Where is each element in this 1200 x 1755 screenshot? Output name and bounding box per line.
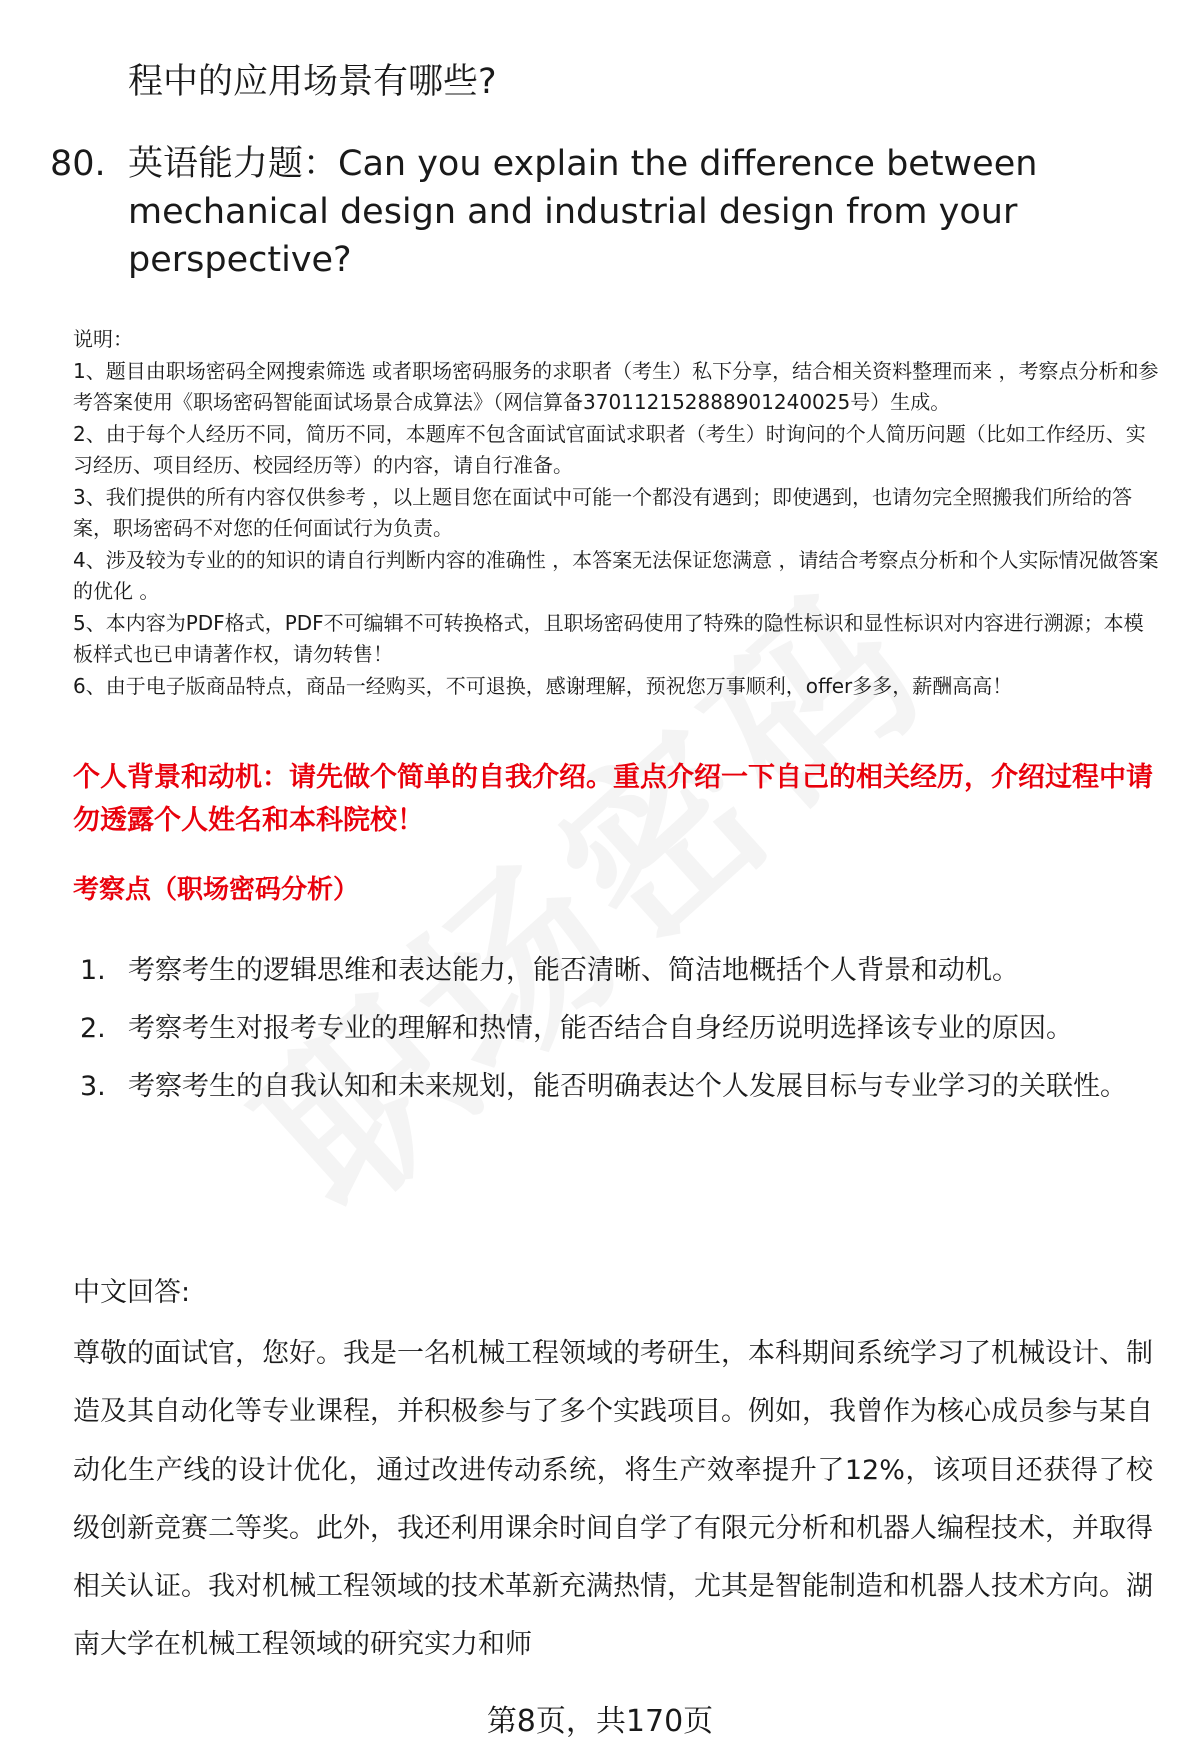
point-text: 考察考生的逻辑思维和表达能力，能否清晰、简洁地概括个人背景和动机。 bbox=[128, 955, 1019, 986]
question-text: 英语能力题：Can you explain the difference between mechanical design and industrial design from your perspective? bbox=[128, 144, 1038, 280]
assessment-point bbox=[80, 1058, 1160, 1116]
note-item: 4、涉及较为专业的的知识的请自行判断内容的准确性 ，本答案无法保证您满意 ，请结合考察点分析和个人实际情况做答案的优化 。 bbox=[73, 547, 1159, 603]
point-number: 1. bbox=[80, 955, 106, 986]
point-number: 2. bbox=[80, 1013, 106, 1044]
point-text: 考察考生对报考专业的理解和热情，能否结合自身经历说明选择该专业的原因。 bbox=[128, 1013, 1073, 1044]
page-footer: 第8页，共170页 bbox=[486, 1704, 714, 1739]
question-80 bbox=[50, 140, 1150, 284]
assessment-point bbox=[80, 942, 1160, 1000]
point-number: 3. bbox=[80, 1071, 106, 1102]
note-item: 5、本内容为PDF格式，PDF不可编辑不可转换格式，且职场密码使用了特殊的隐性标识和显性标识对内容进行溯源；本模板样式也已申请著作权，请勿转售！ bbox=[73, 610, 1144, 666]
question-continuation: 程中的应用场景有哪些? bbox=[128, 62, 497, 102]
note-item: 1、题目由职场密码全网搜索筛选 或者职场密码服务的求职者（考生）私下分享，结合相关资料整理而来 ，考察点分析和参考答案使用《职场密码智能面试场景合成算法》（网信算备370112152888901240025号）生成。 bbox=[73, 358, 1159, 414]
point-text: 考察考生的自我认知和未来规划，能否明确表达个人发展目标与专业学习的关联性。 bbox=[128, 1071, 1127, 1102]
note-item: 6、由于电子版商品特点，商品一经购买，不可退换，感谢理解，预祝您万事顺利，offer多多，薪酬高高！ bbox=[73, 673, 1013, 698]
answer-heading: 中文回答: bbox=[73, 1277, 191, 1308]
notes-block bbox=[73, 324, 1163, 702]
answer-body: 尊敬的面试官，您好。我是一名机械工程领域的考研生，本科期间系统学习了机械设计、制造及其自动化等专业课程，并积极参与了多个实践项目。例如，我曾作为核心成员参与某自动化生产线的设计优化，通过改进传动系统，将生产效率提升了12%，该项目还获得了校级创新竞赛二等奖。此外，我还利用课余时间自学了有限元分析和机器人编程技术，并取得相关认证。我对机械工程领域的技术革新充满热情，尤其是智能制造和机器人技术方向。湖南大学在机械工程领域的研究实力和师 bbox=[73, 1338, 1153, 1661]
note-item: 3、我们提供的所有内容仅供参考 ，以上题目您在面试中可能一个都没有遇到；即使遇到，也请勿完全照搬我们所给的答案，职场密码不对您的任何面试行为负责。 bbox=[73, 484, 1133, 540]
note-item: 2、由于每个人经历不同，简历不同，本题库不包含面试官面试求职者（考生）时询问的个人简历问题（比如工作经历、实习经历、项目经历、校园经历等）的内容，请自行准备。 bbox=[73, 421, 1146, 477]
assessment-heading: 考察点（职场密码分析） bbox=[73, 875, 360, 905]
question-number: 80. bbox=[50, 144, 106, 184]
section-question: 个人背景和动机：请先做个简单的自我介绍。重点介绍一下自己的相关经历，介绍过程中请勿透露个人姓名和本科院校！ bbox=[73, 762, 1153, 836]
assessment-point bbox=[80, 1000, 1160, 1058]
notes-title: 说明： bbox=[73, 327, 133, 351]
assessment-points bbox=[80, 942, 1160, 1116]
